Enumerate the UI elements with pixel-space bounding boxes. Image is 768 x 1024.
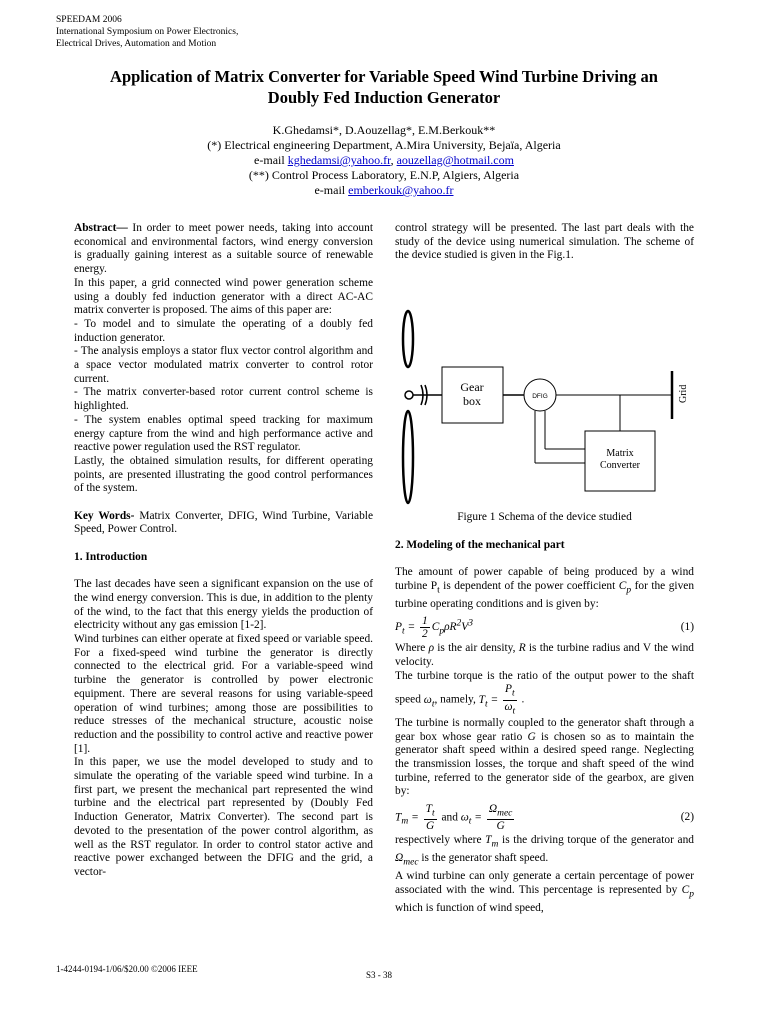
right-column bbox=[395, 222, 694, 916]
affiliation-1: (*) Electrical engineering Department, A.Mira University, Bejaïa, Algeria bbox=[207, 138, 561, 152]
abstract bbox=[74, 222, 373, 277]
grid-label: Grid bbox=[678, 384, 689, 404]
email-sep: , bbox=[390, 153, 397, 167]
keywords bbox=[74, 510, 373, 537]
bullet: - The matrix converter-based rotor current control scheme is highlighted. bbox=[74, 386, 373, 413]
equation-body: $P_t$ = $\frac{1}{2}$ $C_p\rho R^2V^3$ bbox=[395, 615, 473, 641]
equation-1 bbox=[395, 615, 694, 640]
header-line: SPEEDAM 2006 bbox=[56, 15, 122, 25]
paragraph: Wind turbines can either operate at fixed speed or variable speed. For a fixed-speed wind turbine the generator is directly connected to the electrical grid. For a variable-speed wind turbine the generator is controlled by power electronic equipment. There are several reasons for using variable-speed operation of wind turbines; among those are possibilities to reduce stresses of the mechanical structure, acoustic noise reduction and the possibility to control active and reactive power [1]. bbox=[74, 633, 373, 755]
email-link[interactable]: emberkouk@yahoo.fr bbox=[348, 183, 454, 197]
paragraph: The turbine is normally coupled to the generator shaft through a gear box whose gear ratio G is chosen so as to maintain the generator shaft speed within a desired speed range. Neglecting the transmission losses, the torque and shaft speed of the wind turbine, referred to the generator side of the gearbox, are given by: bbox=[395, 716, 694, 798]
paper-title bbox=[70, 66, 698, 108]
equation-body: $T_m$ = $\frac{T_t}{G}$ and $\omega_t$ = $\frac{\Omega_{mec}}{G}$ bbox=[395, 803, 513, 833]
email-line-2 bbox=[120, 183, 648, 198]
figure-1 bbox=[395, 267, 695, 517]
paragraph: The last decades have seen a significant expansion on the use of the wind energy conversion. This is due, in addition to the plenty of the wind, to the fact that this energy yields the production of electricity without any gas emission [1-2]. bbox=[74, 578, 373, 632]
email-link[interactable]: kghedamsi@yahoo.fr bbox=[287, 153, 391, 167]
text-run: which is function of wind speed, bbox=[395, 902, 544, 915]
text-run: The amount of power capable of being produced by a wind turbine P bbox=[395, 565, 694, 592]
author-names: K.Ghedamsi*, D.Aouzellag*, E.M.Berkouk** bbox=[272, 123, 496, 137]
gearbox-label: box bbox=[463, 394, 481, 409]
turbine-blade bbox=[403, 411, 413, 503]
text-run: A wind turbine can only generate a certain percentage of power associated with the wind. This percentage is represented by bbox=[395, 870, 694, 897]
conference-header bbox=[56, 14, 238, 50]
email-line-1 bbox=[120, 153, 648, 168]
bullet: - The analysis employs a stator flux vector control algorithm and a space vector modulated matrix converter to control rotor current. bbox=[74, 345, 373, 385]
text-run: is dependent of the power coefficient bbox=[439, 579, 619, 592]
matrix-converter-label: Converter bbox=[600, 460, 640, 472]
text-run: , namely, bbox=[434, 693, 479, 706]
keywords-label: Key Words- bbox=[74, 509, 135, 522]
text-run: respectively where bbox=[395, 834, 486, 847]
paragraph: respectively where $T_m$ is the driving torque of the generator and $\Omega_{mec}$ is the generator shaft speed. bbox=[395, 834, 694, 868]
turbine-hub bbox=[405, 391, 413, 399]
paragraph: In this paper, a grid connected wind power generation scheme using a doubly fed induction generator with a direct AC-AC matrix converter is proposed. The aims of this paper are: bbox=[74, 276, 373, 317]
title-line: Doubly Fed Induction Generator bbox=[267, 88, 501, 107]
page-number: S3 - 38 bbox=[366, 970, 393, 980]
abstract-label: Abstract— bbox=[74, 222, 128, 234]
paragraph: control strategy will be presented. The last part deals with the study of the device using numerical simulation. The scheme of the device studied is given in the Fig.1. bbox=[395, 222, 694, 262]
paragraph: Where ρ is the air density, R is the turbine radius and V the wind velocity. bbox=[395, 642, 694, 668]
author-block bbox=[120, 123, 648, 198]
figure-caption: Figure 1 Schema of the device studied bbox=[457, 511, 632, 524]
paragraph: Lastly, the obtained simulation results, for different operating points, are presented illustrating the good control performances of the system. bbox=[74, 454, 373, 495]
text-run: is the air density, bbox=[434, 642, 519, 655]
device-schematic bbox=[395, 267, 695, 517]
header-line: International Symposium on Power Electronics, bbox=[56, 27, 239, 37]
text-run: for the given turbine operating conditions and is given by: bbox=[395, 579, 695, 610]
affiliation-2: (**) Control Process Laboratory, E.N.P, Algiers, Algeria bbox=[248, 168, 520, 182]
bullet: - To model and to simulate the operating of a doubly fed induction generator. bbox=[74, 317, 373, 344]
matrix-converter-label: Matrix bbox=[606, 448, 634, 460]
bullet: - The system enables optimal speed tracking for maximum energy capture from the wind and high performance active and reactive power regulation used the RST regulator. bbox=[74, 413, 373, 454]
text-run: Where bbox=[395, 642, 429, 655]
equation-number: (2) bbox=[680, 810, 694, 823]
gearbox-label: Gear bbox=[460, 380, 484, 395]
text-run: is the driving torque of the generator and bbox=[498, 834, 694, 847]
title-line: Application of Matrix Converter for Variable Speed Wind Turbine Driving an bbox=[110, 67, 658, 86]
math-var: $C_p$ bbox=[618, 579, 632, 595]
paragraph: A wind turbine can only generate a certain percentage of power associated with the wind. This percentage is represented by $C_p$ which is function of wind speed, bbox=[395, 870, 694, 915]
equation-number: (1) bbox=[680, 620, 694, 633]
paragraph: The turbine torque is the ratio of the output power to the shaft speed $\omega_t$, namely, $T_t$ = $\frac{P_t}{\omega_t}$ . bbox=[395, 669, 694, 716]
text-run: The turbine torque is the ratio of the output power to the shaft speed bbox=[395, 669, 694, 706]
keywords-text: Matrix Converter, DFIG, Wind Turbine, Variable Speed, Power Control. bbox=[74, 509, 373, 536]
header-line: Electrical Drives, Automation and Motion bbox=[56, 39, 217, 49]
paragraph: In this paper, we use the model developed to study and to simulate the operating of the variable speed wind turbine. In a first part, we present the mechanical part represented the wind turbine and the electrical part represented by (Doubly Fed Induction Generator, Matrix Converter). The second part is devoted to the presentation of the power control algorithm, as well as the RST regulator. In order to control stator active and reactive power exchanged between the DFIG and the grid, a vector- bbox=[74, 756, 373, 878]
footer-copyright: 1-4244-0194-1/06/$20.00 ©2006 IEEE bbox=[56, 964, 198, 974]
text-run: The turbine is normally coupled to the generator shaft through a gear box whose gear ratio bbox=[395, 716, 694, 743]
turbine-blade bbox=[403, 311, 413, 367]
abstract-text: In order to meet power needs, taking into account economical and environmental factors, wind energy conversion is gradually gaining interest as a suitable source of renewable energy. bbox=[74, 222, 373, 276]
paragraph bbox=[395, 566, 694, 611]
text-run: and bbox=[438, 811, 461, 824]
equation-2 bbox=[395, 803, 694, 832]
text-run: is the turbine radius and V the wind velocity. bbox=[395, 642, 694, 668]
email-link[interactable]: aouzellag@hotmail.com bbox=[396, 153, 514, 167]
text-run: is chosen so as to maintain the generator shaft speed within a desired speed range. Neglecting the transmission losses, the torque and shaft speed of the wind turbine, referred to the generator side of the gearbox, are given by: bbox=[395, 730, 694, 798]
email-prefix: e-mail bbox=[254, 153, 288, 167]
text-run: is the generator shaft speed. bbox=[418, 852, 549, 865]
dfig-label: DFIG bbox=[532, 393, 548, 401]
section-heading: 2. Modeling of the mechanical part bbox=[395, 538, 565, 551]
email-prefix: e-mail bbox=[314, 183, 349, 197]
left-column bbox=[74, 222, 373, 880]
subscript: t bbox=[437, 584, 440, 595]
section-heading: 1. Introduction bbox=[74, 550, 148, 563]
